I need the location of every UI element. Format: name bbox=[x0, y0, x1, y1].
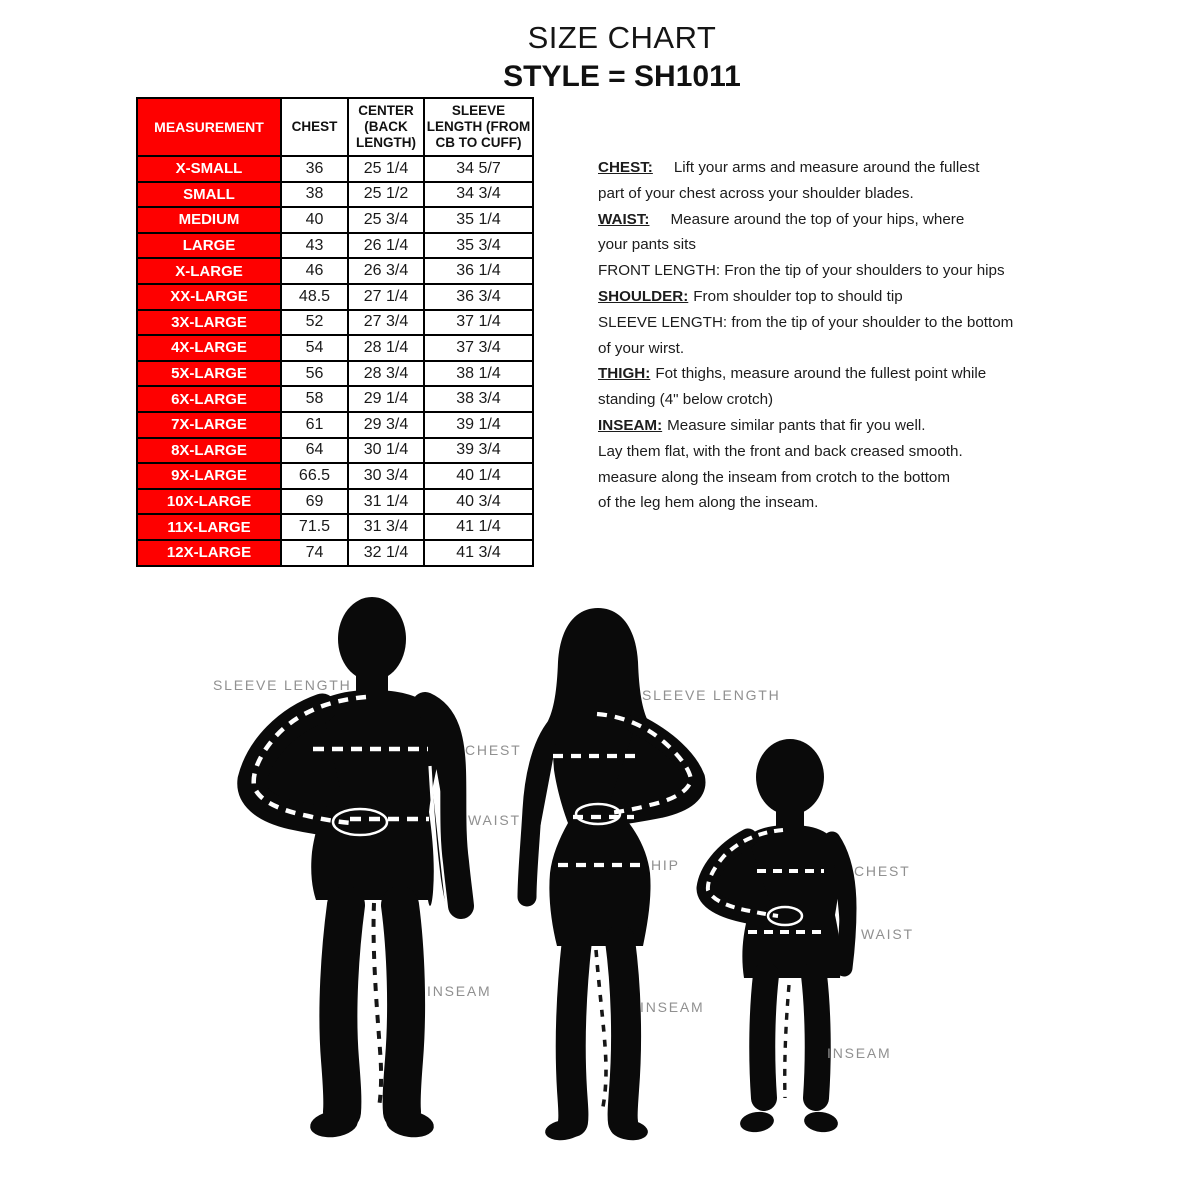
chest-cell: 61 bbox=[281, 412, 348, 438]
chest-cell: 52 bbox=[281, 310, 348, 336]
instruction-text: measure along the inseam from crotch to the bottom bbox=[598, 468, 951, 486]
chest-cell: 40 bbox=[281, 207, 348, 233]
instruction-term: CHEST: bbox=[598, 159, 653, 176]
size-cell: 4X-LARGE bbox=[137, 335, 281, 361]
woman-inseam-line bbox=[596, 950, 606, 1112]
center-cell: 25 3/4 bbox=[348, 207, 424, 233]
sleeve-cell: 34 5/7 bbox=[424, 156, 533, 182]
chest-cell: 69 bbox=[281, 489, 348, 515]
col-chest: CHEST bbox=[281, 98, 348, 156]
child-silhouette bbox=[706, 739, 848, 1134]
woman-sleeve-length-label: SLEEVE LENGTH bbox=[642, 687, 781, 703]
center-cell: 26 3/4 bbox=[348, 258, 424, 284]
sleeve-cell: 40 1/4 bbox=[424, 463, 533, 489]
center-cell: 30 3/4 bbox=[348, 463, 424, 489]
center-cell: 28 1/4 bbox=[348, 335, 424, 361]
center-cell: 27 1/4 bbox=[348, 284, 424, 310]
instruction-text: From shoulder top to should tip bbox=[693, 287, 903, 305]
sleeve-cell: 35 3/4 bbox=[424, 233, 533, 259]
sleeve-cell: 36 1/4 bbox=[424, 258, 533, 284]
sleeve-cell: 40 3/4 bbox=[424, 489, 533, 515]
man-inseam-label: INSEAM bbox=[427, 983, 492, 999]
center-cell: 27 3/4 bbox=[348, 310, 424, 336]
sleeve-cell: 38 3/4 bbox=[424, 386, 533, 412]
col-sleeve: SLEEVE LENGTH (FROM CB TO CUFF) bbox=[424, 98, 533, 156]
center-cell: 29 3/4 bbox=[348, 412, 424, 438]
chest-cell: 58 bbox=[281, 386, 348, 412]
size-cell: X-LARGE bbox=[137, 258, 281, 284]
child-inseam-label: INSEAM bbox=[827, 1045, 892, 1061]
style-title: STYLE = SH1011 bbox=[503, 60, 741, 93]
hip-label: HIP bbox=[651, 857, 680, 873]
man-sleeve-length-label: SLEEVE LENGTH bbox=[213, 677, 352, 693]
center-cell: 28 3/4 bbox=[348, 361, 424, 387]
woman-inseam-label: INSEAM bbox=[640, 999, 705, 1015]
instruction-term: THIGH: bbox=[598, 365, 651, 383]
center-cell: 30 1/4 bbox=[348, 438, 424, 464]
child-inseam-line bbox=[785, 985, 789, 1098]
waist-label: WAIST bbox=[468, 812, 521, 828]
sleeve-cell: 37 3/4 bbox=[424, 335, 533, 361]
chest-cell: 48.5 bbox=[281, 284, 348, 310]
center-cell: 32 1/4 bbox=[348, 540, 424, 566]
chest-cell: 38 bbox=[281, 182, 348, 208]
chest-cell: 71.5 bbox=[281, 514, 348, 540]
chest-cell: 56 bbox=[281, 361, 348, 387]
sleeve-cell: 37 1/4 bbox=[424, 310, 533, 336]
size-cell: 8X-LARGE bbox=[137, 438, 281, 464]
instruction-text: of your wirst. bbox=[598, 339, 685, 357]
size-cell: SMALL bbox=[137, 182, 281, 208]
center-cell: 25 1/4 bbox=[348, 156, 424, 182]
center-cell: 31 1/4 bbox=[348, 489, 424, 515]
size-cell: 7X-LARGE bbox=[137, 412, 281, 438]
size-cell: 6X-LARGE bbox=[137, 386, 281, 412]
col-center: CENTER (BACK LENGTH) bbox=[348, 98, 424, 156]
chest-cell: 36 bbox=[281, 156, 348, 182]
chest-cell: 54 bbox=[281, 335, 348, 361]
center-cell: 25 1/2 bbox=[348, 182, 424, 208]
instruction-term: WAIST: bbox=[598, 210, 650, 228]
sleeve-cell: 36 3/4 bbox=[424, 284, 533, 310]
center-cell: 31 3/4 bbox=[348, 514, 424, 540]
sleeve-cell: 38 1/4 bbox=[424, 361, 533, 387]
instruction-text: standing (4" below crotch) bbox=[598, 391, 774, 409]
size-cell: LARGE bbox=[137, 233, 281, 259]
size-cell: MEDIUM bbox=[137, 207, 281, 233]
instruction-term: SHOULDER: bbox=[598, 287, 689, 305]
size-cell: 11X-LARGE bbox=[137, 514, 281, 540]
sleeve-cell: 41 3/4 bbox=[424, 540, 533, 566]
center-cell: 26 1/4 bbox=[348, 233, 424, 259]
instruction-text: Lay them flat, with the front and back creased smooth. bbox=[598, 442, 963, 460]
instruction-text: Lift your arms and measure around the fullest bbox=[673, 159, 980, 176]
instruction-text: SLEEVE LENGTH: from the tip of your shoulder to the bottom bbox=[598, 313, 1014, 331]
sleeve-cell: 34 3/4 bbox=[424, 182, 533, 208]
instruction-text: your pants sits bbox=[598, 236, 696, 254]
chest-cell: 46 bbox=[281, 258, 348, 284]
page-title: SIZE CHART bbox=[527, 20, 717, 55]
size-cell: X-SMALL bbox=[137, 156, 281, 182]
instruction-term: INSEAM: bbox=[598, 416, 663, 434]
sleeve-cell: 39 3/4 bbox=[424, 438, 533, 464]
size-cell: 9X-LARGE bbox=[137, 463, 281, 489]
instruction-text: Measure similar pants that fir you well. bbox=[667, 416, 926, 434]
instruction-text: Measure around the top of your hips, where bbox=[670, 210, 965, 228]
size-cell: 3X-LARGE bbox=[137, 310, 281, 336]
col-measurement: MEASUREMENT bbox=[137, 98, 281, 156]
man-inseam-line bbox=[374, 903, 382, 1107]
size-cell: 5X-LARGE bbox=[137, 361, 281, 387]
child-chest-label: CHEST bbox=[854, 863, 911, 879]
sleeve-cell: 35 1/4 bbox=[424, 207, 533, 233]
instruction-text: Fot thighs, measure around the fullest point while bbox=[655, 365, 987, 383]
instruction-text: part of your chest across your shoulder blades. bbox=[598, 184, 914, 202]
chest-cell: 74 bbox=[281, 540, 348, 566]
chest-cell: 66.5 bbox=[281, 463, 348, 489]
sleeve-cell: 41 1/4 bbox=[424, 514, 533, 540]
chest-cell: 64 bbox=[281, 438, 348, 464]
size-cell: XX-LARGE bbox=[137, 284, 281, 310]
chest-label: CHEST bbox=[465, 742, 522, 758]
center-cell: 29 1/4 bbox=[348, 386, 424, 412]
child-waist-label: WAIST bbox=[861, 926, 914, 942]
sleeve-cell: 39 1/4 bbox=[424, 412, 533, 438]
instruction-text: FRONT LENGTH: Fron the tip of your shoulders to your hips bbox=[598, 262, 1005, 280]
instruction-text: of the leg hem along the inseam. bbox=[598, 494, 819, 512]
size-cell: 10X-LARGE bbox=[137, 489, 281, 515]
size-cell: 12X-LARGE bbox=[137, 540, 281, 566]
chest-cell: 43 bbox=[281, 233, 348, 259]
